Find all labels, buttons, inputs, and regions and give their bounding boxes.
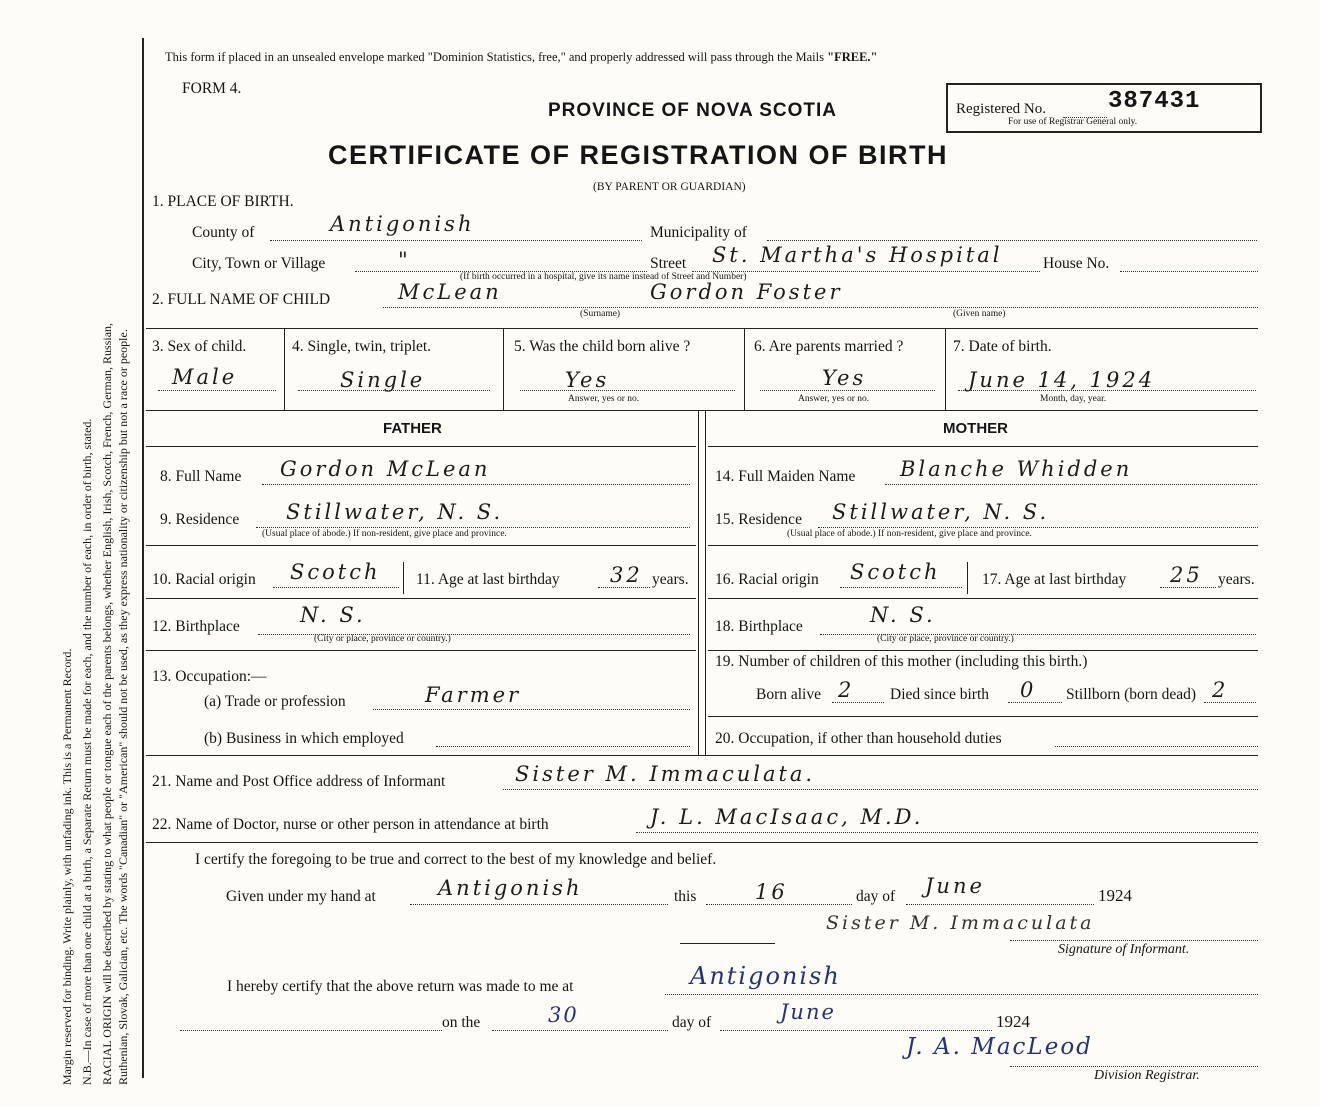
registrar-on-label: on the <box>442 1014 481 1031</box>
father-name-label: 8. Full Name <box>160 468 242 485</box>
mother-residence-value: Stillwater, N. S. <box>832 500 1050 524</box>
informant-line <box>503 789 1258 790</box>
died-since-value: 0 <box>1020 678 1037 702</box>
margin-note-multiple-births: N.B.—In case of more than one child at a birth, a Separate Return must be made for each, and the number of each, in order of birth, stated. <box>80 418 94 1085</box>
married-value: Yes <box>822 366 867 390</box>
certificate-subtitle: (BY PARENT OR GUARDIAN) <box>593 181 746 193</box>
surname-caption: (Surname) <box>580 309 621 319</box>
child-name-label: 2. FULL NAME OF CHILD <box>152 291 331 308</box>
birthplace-bottom-rule-mother <box>708 650 1258 651</box>
father-racial-value: Scotch <box>290 560 381 584</box>
parents-column-divider-2 <box>705 410 706 755</box>
father-business-label: (b) Business in which employed <box>204 730 404 747</box>
certificate-title: CERTIFICATE OF REGISTRATION OF BIRTH <box>328 140 948 170</box>
municipality-line <box>767 240 1257 241</box>
sex-line <box>158 390 276 391</box>
father-name-line <box>262 484 690 485</box>
row3-divider-1 <box>284 328 285 410</box>
mother-racial-line <box>840 587 962 588</box>
given-day-of-label: day of <box>856 888 896 905</box>
street-label: Street <box>650 255 687 272</box>
child-name-line <box>383 307 1258 308</box>
registered-label: Registered No. <box>956 101 1046 117</box>
registrar-place-line <box>665 994 1258 995</box>
stillborn-value: 2 <box>1212 678 1229 702</box>
registered-number: 387431 <box>1108 88 1201 115</box>
mother-occupation-label: 20. Occupation, if other than household duties <box>715 730 1002 747</box>
hospital-note: (If birth occurred in a hospital, give its name instead of Street and Number) <box>460 272 747 282</box>
mother-age-value: 25 <box>1170 563 1203 587</box>
mother-heading: MOTHER <box>943 420 1008 437</box>
mother-residence-label: 15. Residence <box>715 511 802 528</box>
form-number: FORM 4. <box>182 80 242 97</box>
father-trade-line <box>373 709 690 710</box>
child-surname: McLean <box>398 280 502 304</box>
father-heading-rule <box>146 446 696 447</box>
mother-birthplace-caption: (City or place, province or country.) <box>877 634 1014 644</box>
children-count-label: 19. Number of children of this mother (including this birth.) <box>715 653 1088 670</box>
given-this-label: this <box>674 888 697 905</box>
registrar-month-line <box>720 1030 992 1031</box>
died-since-label: Died since birth <box>890 686 990 703</box>
county-line <box>270 240 642 241</box>
mother-age-unit: years. <box>1218 571 1255 588</box>
informant-signature-caption: Signature of Informant. <box>1058 942 1190 957</box>
residence-bottom-rule-father <box>146 545 696 546</box>
mother-racial-value: Scotch <box>850 560 941 584</box>
born-alive-value: 2 <box>838 678 855 702</box>
alive-caption: Answer, yes or no. <box>568 394 640 404</box>
municipality-label: Municipality of <box>650 224 747 241</box>
row3-divider-2 <box>503 328 504 410</box>
house-line <box>1120 271 1258 272</box>
alive-label: 5. Was the child born alive ? <box>514 338 691 355</box>
mother-birthplace-value: N. S. <box>870 603 936 627</box>
informant-signature-line <box>1010 940 1258 941</box>
born-alive-line <box>832 702 884 703</box>
racial-bottom-rule-mother <box>708 598 1258 599</box>
mother-age-line <box>1160 587 1216 588</box>
racial-bottom-rule-father <box>146 598 696 599</box>
father-trade-label: (a) Trade or profession <box>204 693 346 710</box>
father-business-line <box>436 746 690 747</box>
given-day-line <box>706 904 852 905</box>
given-year-value: 1924 <box>1098 886 1132 905</box>
mother-name-label: 14. Full Maiden Name <box>715 468 856 485</box>
city-label: City, Town or Village <box>192 255 326 272</box>
margin-note-binding: Margin reserved for binding. Write plainly, with unfading ink. This is a Permanent Record. <box>60 648 74 1085</box>
binding-margin-line <box>142 38 144 1078</box>
certify-statement: I certify the foregoing to be true and correct to the best of my knowledge and belief. <box>195 851 717 868</box>
father-birthplace-value: N. S. <box>300 603 366 627</box>
doctor-line <box>636 832 1258 833</box>
informant-signature: Sister M. Immaculata <box>826 912 1095 934</box>
doctor-bottom-rule <box>146 842 1258 843</box>
county-value: Antigonish <box>330 212 475 236</box>
child-given-name: Gordon Foster <box>650 280 843 304</box>
single-value: Single <box>340 368 426 392</box>
father-racial-divider <box>403 562 404 594</box>
alive-value: Yes <box>565 368 610 392</box>
father-age-label: 11. Age at last birthday <box>416 571 560 588</box>
mother-residence-line <box>818 527 1258 528</box>
registrar-day-line <box>492 1030 668 1031</box>
given-place-value: Antigonish <box>438 876 583 900</box>
father-age-line <box>598 587 650 588</box>
mother-racial-label: 16. Racial origin <box>715 571 819 588</box>
registrar-place-value: Antigonish <box>690 962 841 990</box>
registrar-lead-line <box>180 1030 442 1031</box>
registrar-day-of-label: day of <box>672 1014 712 1031</box>
short-separator <box>680 943 775 944</box>
born-alive-label: Born alive <box>756 686 821 703</box>
doctor-label: 22. Name of Doctor, nurse or other person in attendance at birth <box>152 816 549 833</box>
stillborn-line <box>1204 702 1256 703</box>
given-month-line <box>906 904 1094 905</box>
father-residence-line <box>256 527 690 528</box>
father-residence-caption: (Usual place of abode.) If non-resident, give place and province. <box>262 529 507 539</box>
mother-racial-divider <box>967 562 968 594</box>
sex-label: 3. Sex of child. <box>152 338 247 355</box>
registrar-day-value: 30 <box>548 1003 579 1027</box>
registrar-month-value: June <box>780 1000 836 1024</box>
registrar-year-value: 1924 <box>996 1012 1030 1031</box>
mother-name-value: Blanche Whidden <box>900 457 1133 481</box>
married-label: 6. Are parents married ? <box>754 338 904 355</box>
mother-heading-rule <box>708 446 1258 447</box>
county-label: County of <box>192 224 255 241</box>
dob-caption: Month, day, year. <box>1040 394 1107 404</box>
given-month-value: June <box>925 874 985 898</box>
father-age-unit: years. <box>652 571 689 588</box>
margin-note-racial-origin: RACIAL ORIGIN will be described by stating to what people or tongue each of the parents belongs, whether English, Irish, Scotch, French, German, Russian, <box>100 322 114 1085</box>
father-racial-label: 10. Racial origin <box>152 571 256 588</box>
sex-value: Male <box>172 365 238 389</box>
row3-divider-4 <box>945 328 946 410</box>
residence-bottom-rule-mother <box>708 545 1258 546</box>
father-age-value: 32 <box>610 563 643 587</box>
registrar-signature: J. A. MacLeod <box>906 1034 1093 1060</box>
parents-bottom-rule <box>146 755 1258 756</box>
province-heading: PROVINCE OF NOVA SCOTIA <box>548 100 838 121</box>
margin-note-racial-origin-cont: Ruthenian, Slovak, Galician, etc. The words "Canadian" or "American" should not be used, as they express nationality or citizenship but not a race or people. <box>116 329 130 1085</box>
father-occupation-label: 13. Occupation:— <box>152 668 267 685</box>
died-since-line <box>1008 702 1062 703</box>
mother-residence-caption: (Usual place of abode.) If non-resident, give place and province. <box>787 529 1032 539</box>
birthplace-bottom-rule-father <box>146 650 696 651</box>
place-heading: 1. PLACE OF BIRTH. <box>152 193 294 210</box>
alive-line <box>520 390 735 391</box>
given-place-line <box>410 904 668 905</box>
informant-label: 21. Name and Post Office address of Informant <box>152 773 446 790</box>
given-caption: (Given name) <box>953 309 1006 319</box>
house-label: House No. <box>1043 255 1110 272</box>
row3-top-rule <box>146 328 1258 329</box>
row3-bottom-rule <box>146 410 1258 411</box>
informant-value: Sister M. Immaculata. <box>515 762 816 786</box>
mail-note: This form if placed in an unsealed envelope marked "Dominion Statistics, free," and properly addressed will pass through the Mails "FREE." <box>165 50 878 64</box>
father-racial-line <box>273 587 399 588</box>
father-residence-label: 9. Residence <box>160 511 240 528</box>
father-name-value: Gordon McLean <box>280 457 491 481</box>
married-caption: Answer, yes or no. <box>798 394 870 404</box>
mother-name-line <box>885 484 1257 485</box>
single-label: 4. Single, twin, triplet. <box>292 338 432 355</box>
registrar-caption: Division Registrar. <box>1094 1068 1200 1083</box>
father-heading: FATHER <box>383 420 442 437</box>
street-value: St. Martha's Hospital <box>712 243 1003 267</box>
given-day-value: 16 <box>755 880 788 904</box>
row3-divider-3 <box>744 328 745 410</box>
mother-age-label: 17. Age at last birthday <box>982 571 1127 588</box>
registrar-signature-line <box>1010 1066 1258 1067</box>
stillborn-label: Stillborn (born dead) <box>1066 686 1197 703</box>
registrar-note: For use of Registrar General only. <box>1008 117 1138 127</box>
mother-occupation-line <box>1055 746 1258 747</box>
father-residence-value: Stillwater, N. S. <box>286 500 504 524</box>
dob-value: June 14, 1924 <box>968 368 1156 392</box>
doctor-value: J. L. MacIsaac, M.D. <box>650 805 924 829</box>
dob-label: 7. Date of birth. <box>953 338 1052 355</box>
father-birthplace-label: 12. Birthplace <box>152 618 240 635</box>
parents-column-divider <box>698 410 699 755</box>
registrar-statement: I hereby certify that the above return was made to me at <box>227 978 574 995</box>
given-label: Given under my hand at <box>226 888 376 905</box>
married-line <box>760 390 935 391</box>
city-value: " <box>398 248 411 272</box>
mother-birthplace-label: 18. Birthplace <box>715 618 803 635</box>
father-birthplace-caption: (City or place, province or country.) <box>314 634 451 644</box>
children-bottom-rule <box>708 716 1258 717</box>
father-trade-value: Farmer <box>425 683 522 707</box>
